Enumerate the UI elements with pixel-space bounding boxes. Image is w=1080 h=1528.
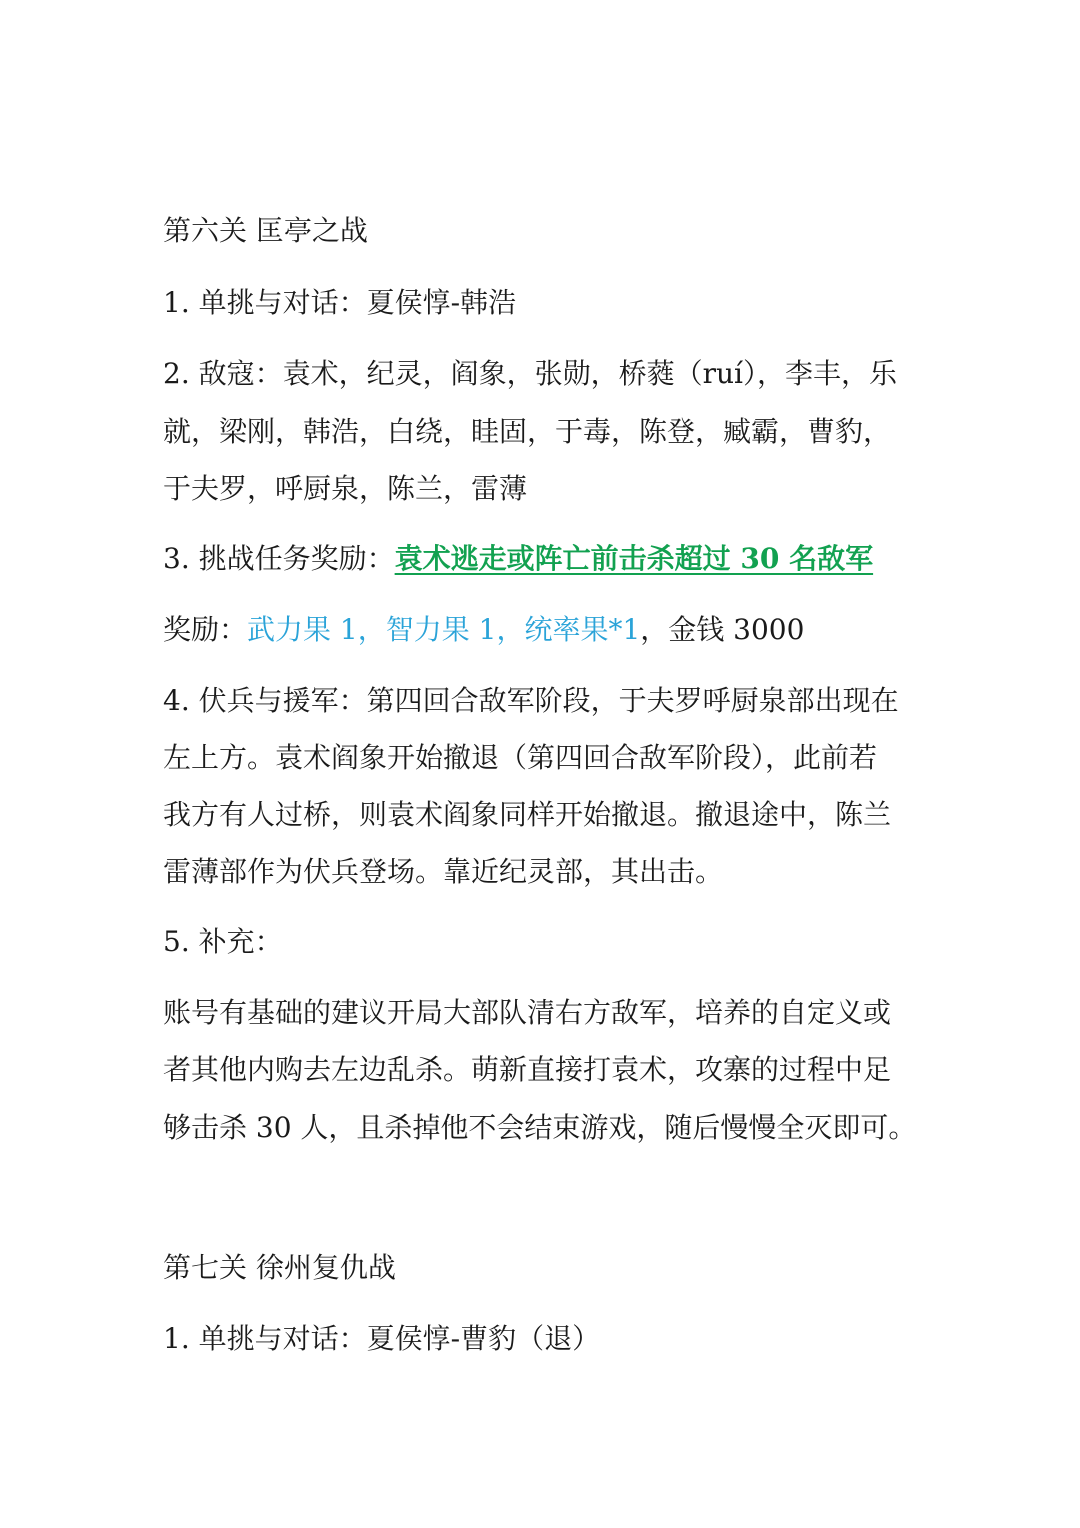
level6-ambush-line-3: 我方有人过桥，则袁术阎象同样开始撤退。撤退途中，陈兰 (163, 798, 892, 831)
level6-enemies-line-1: 2. 敌寇：袁术，纪灵，阎象，张勋，桥蕤（ruí），李丰，乐 (163, 357, 897, 390)
level6-reward (163, 601, 933, 659)
level6-enemies-line-2: 就，梁刚，韩浩，白绕，眭固，于毒，陈登，臧霸，曹豹， (163, 415, 892, 448)
level6-supplement-line-1: 账号有基础的建议开局大部队清右方敌军，培养的自定义或 (163, 996, 892, 1029)
level6-ambush-line-1: 4. 伏兵与援军：第四回合敌军阶段，于夫罗呼厨泉部出现在 (163, 684, 899, 717)
level7-duel-dialogue: 1. 单挑与对话：夏侯惇-曹豹（退） (163, 1322, 601, 1355)
level6-supplement-line-2: 者其他内购去左边乱杀。萌新直接打袁术，攻寨的过程中足 (163, 1053, 892, 1086)
reward-items: 武力果 1，智力果 1，统率果*1 (247, 613, 641, 646)
reward-money: ，金钱 3000 (640, 613, 805, 646)
level6-title: 第六关 匡亭之战 (163, 214, 368, 247)
level6-supplement-line-3: 够击杀 30 人，且杀掉他不会结束游戏，随后慢慢全灭即可。 (163, 1111, 917, 1144)
challenge-task-label: 3. 挑战任务奖励： (163, 542, 395, 575)
level6-ambush-line-2: 左上方。袁术阎象开始撤退（第四回合敌军阶段），此前若 (163, 741, 878, 774)
level7-title: 第七关 徐州复仇战 (163, 1251, 396, 1284)
level6-ambush-line-4: 雷薄部作为伏兵登场。靠近纪灵部，其出击。 (163, 855, 724, 888)
level6-duel-dialogue: 1. 单挑与对话：夏侯惇-韩浩 (163, 286, 517, 319)
level6-challenge-task (163, 530, 933, 588)
challenge-task-link[interactable]: 袁术逃走或阵亡前击杀超过 30 名敌军 (394, 542, 874, 575)
level6-enemies-line-3: 于夫罗，呼厨泉，陈兰，雷薄 (163, 472, 528, 505)
level6-supplement-heading: 5. 补充： (163, 925, 283, 958)
reward-label: 奖励： (163, 613, 248, 646)
